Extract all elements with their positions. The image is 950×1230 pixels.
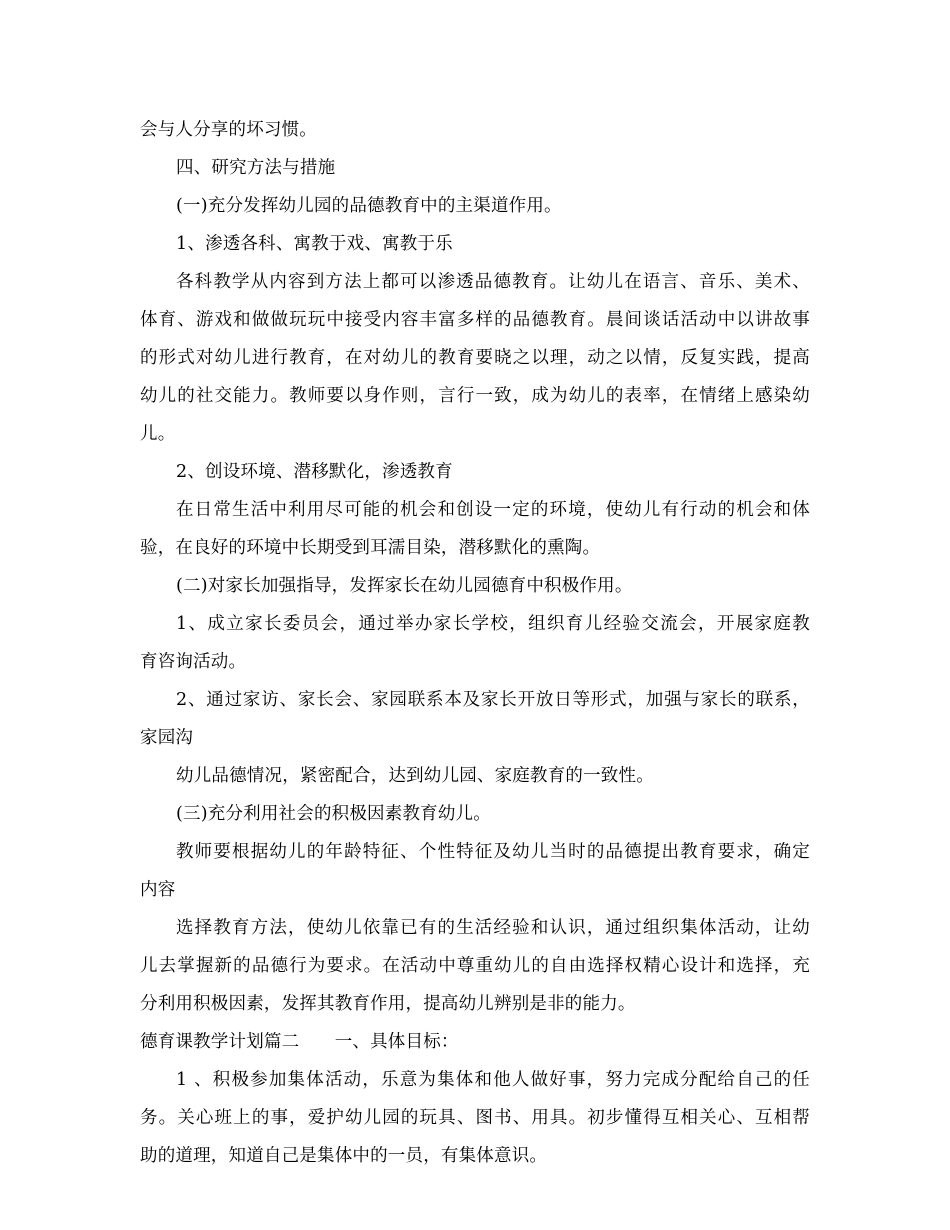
text-line: 教师要根据幼儿的年龄特征、个性特征及幼儿当时的品德提出教育要求，确定 bbox=[176, 842, 810, 862]
text-line: 1 、积极参加集体活动，乐意为集体和他人做好事，努力完成分配给自己的任 bbox=[176, 1070, 810, 1090]
section-heading: 德育课教学计划篇二 一、具体目标： bbox=[140, 1032, 459, 1052]
subsection-heading: (一)充分发挥幼儿园的品德教育中的主渠道作用。 bbox=[176, 196, 562, 216]
section-heading: 四、研究方法与措施 bbox=[176, 158, 336, 178]
text-line: 儿去掌握新的品德行为要求。在活动中尊重幼儿的自由选择权精心设计和选择，充 bbox=[140, 956, 810, 976]
text-line: 助的道理，知道自己是集体中的一员，有集体意识。 bbox=[140, 1146, 548, 1166]
text-line: 各科教学从内容到方法上都可以渗透品德教育。让幼儿在语言、音乐、美术、 bbox=[176, 272, 810, 292]
text-line: 幼儿的社交能力。教师要以身作则，言行一致，成为幼儿的表率，在情绪上感染幼 bbox=[140, 386, 810, 406]
text-line: 1、成立家长委员会，通过举办家长学校，组织育儿经验交流会，开展家庭教 bbox=[176, 614, 810, 634]
text-line: 儿。 bbox=[140, 424, 176, 444]
text-line: 育咨询活动。 bbox=[140, 652, 247, 672]
text-line: 分利用积极因素，发挥其教育作用，提高幼儿辨别是非的能力。 bbox=[140, 994, 636, 1014]
text-line: 在日常生活中利用尽可能的机会和创设一定的环境，使幼儿有行动的机会和体 bbox=[176, 500, 810, 520]
item-heading: 2、创设环境、潜移默化，渗透教育 bbox=[176, 462, 453, 482]
subsection-heading: (三)充分利用社会的积极因素教育幼儿。 bbox=[176, 804, 491, 824]
text-line: 务。关心班上的事，爱护幼儿园的玩具、图书、用具。初步懂得互相关心、互相帮 bbox=[140, 1108, 810, 1128]
text-line: 幼儿品德情况，紧密配合，达到幼儿园、家庭教育的一致性。 bbox=[176, 766, 654, 786]
text-line: 会与人分享的坏习惯。 bbox=[140, 120, 317, 140]
text-line: 验，在良好的环境中长期受到耳濡目染，潜移默化的熏陶。 bbox=[140, 538, 601, 558]
text-line: 选择教育方法，使幼儿依靠已有的生活经验和认识，通过组织集体活动，让幼 bbox=[176, 918, 810, 938]
item-heading: 1、渗透各科、寓教于戏、寓教于乐 bbox=[176, 234, 453, 254]
subsection-heading: (二)对家长加强指导，发挥家长在幼儿园德育中积极作用。 bbox=[176, 576, 633, 596]
text-line: 的形式对幼儿进行教育，在对幼儿的教育要晓之以理，动之以情，反复实践，提高 bbox=[140, 348, 810, 368]
text-line: 家园沟 bbox=[140, 728, 194, 748]
text-line: 体育、游戏和做做玩玩中接受内容丰富多样的品德教育。晨间谈话活动中以讲故事 bbox=[140, 310, 810, 330]
text-line: 2、通过家访、家长会、家园联系本及家长开放日等形式，加强与家长的联系， bbox=[176, 690, 810, 710]
text-line: 内容 bbox=[140, 880, 176, 900]
